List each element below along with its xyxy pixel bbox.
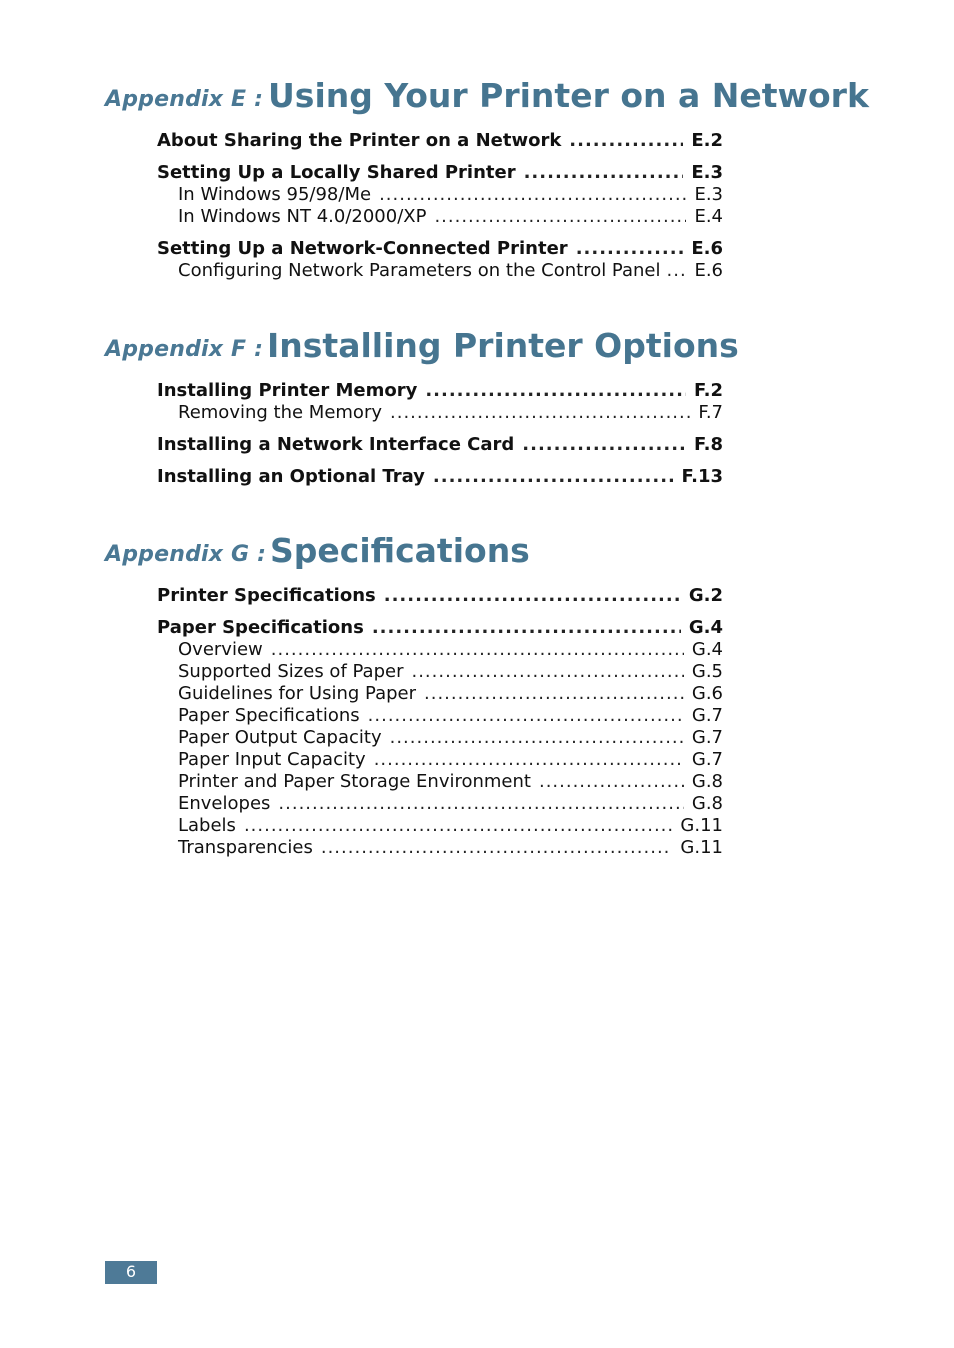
toc-group <box>157 466 723 488</box>
toc-entry[interactable] <box>157 585 723 607</box>
toc-group <box>157 162 723 228</box>
toc-subentry[interactable] <box>157 749 723 771</box>
toc-page-number: F.13 <box>681 466 723 487</box>
toc-subentry[interactable] <box>157 260 723 282</box>
toc-entry-label: Printer Specifications <box>157 585 376 606</box>
appendix-label: Appendix E : <box>105 87 264 112</box>
toc-page-number: F.2 <box>693 380 723 401</box>
toc-subentry-label: Labels <box>178 815 236 836</box>
toc-page-number: G.6 <box>691 683 723 704</box>
toc-subentry-label: Removing the Memory <box>178 402 382 423</box>
toc-entry[interactable] <box>157 434 723 456</box>
dot-leader <box>424 683 684 704</box>
dot-leader <box>390 402 690 423</box>
appendix-title: Specifications <box>270 531 530 570</box>
toc-page-number: G.11 <box>680 837 723 858</box>
toc-subentry-label: Paper Input Capacity <box>178 749 366 770</box>
toc-page-number: G.4 <box>688 617 723 638</box>
dot-leader <box>522 434 686 455</box>
dot-leader <box>539 771 684 792</box>
toc-entries-appendix-f <box>157 380 723 498</box>
toc-page-number: G.5 <box>691 661 723 682</box>
toc-entry[interactable] <box>157 162 723 184</box>
dot-leader <box>569 130 683 151</box>
appendix-heading <box>105 72 869 115</box>
toc-subentry-label: In Windows 95/98/Me <box>178 184 372 205</box>
toc-entry-label: Setting Up a Locally Shared Printer <box>157 162 516 183</box>
dot-leader <box>321 837 673 858</box>
toc-subentry-label: Paper Specifications <box>178 705 360 726</box>
appendix-label: Appendix G : <box>105 542 267 567</box>
toc-subentry-label: In Windows NT 4.0/2000/XP <box>178 206 427 227</box>
toc-page-number: E.3 <box>691 162 723 183</box>
toc-subentry[interactable] <box>157 815 723 837</box>
toc-subentry[interactable] <box>157 683 723 705</box>
toc-entry[interactable] <box>157 380 723 402</box>
toc-page-number: E.6 <box>691 238 723 259</box>
toc-subentry[interactable] <box>157 705 723 727</box>
toc-page-number: G.4 <box>691 639 723 660</box>
appendix-heading <box>105 527 830 570</box>
toc-page-number: G.8 <box>691 793 723 814</box>
toc-page-number: E.4 <box>694 206 723 227</box>
dot-leader <box>433 466 674 487</box>
toc-subentry[interactable] <box>157 184 723 206</box>
dot-leader <box>667 260 689 281</box>
toc-page-number: E.3 <box>694 184 723 205</box>
toc-group <box>157 130 723 152</box>
toc-subentry-label: Transparencies <box>178 837 313 858</box>
toc-group <box>157 380 723 424</box>
dot-leader <box>390 727 684 748</box>
toc-entries-appendix-g <box>157 585 723 869</box>
dot-leader <box>384 585 681 606</box>
dot-leader <box>271 639 684 660</box>
toc-subentry-label: Paper Output Capacity <box>178 727 382 748</box>
toc-group <box>157 434 723 456</box>
toc-subentry-label: Supported Sizes of Paper <box>178 661 404 682</box>
toc-page-number: G.2 <box>688 585 723 606</box>
dot-leader <box>372 617 681 638</box>
toc-subentry-label: Overview <box>178 639 263 660</box>
appendix-label: Appendix F : <box>105 337 264 362</box>
toc-subentry[interactable] <box>157 837 723 859</box>
dot-leader <box>374 749 684 770</box>
dot-leader <box>244 815 672 836</box>
toc-entry[interactable] <box>157 130 723 152</box>
toc-page-number: E.2 <box>691 130 723 151</box>
toc-subentry[interactable] <box>157 727 723 749</box>
appendix-e-section <box>105 72 869 115</box>
toc-page-number: G.7 <box>691 749 723 770</box>
appendix-title: Using Your Printer on a Network <box>268 76 869 115</box>
appendix-title: Installing Printer Options <box>267 326 739 365</box>
dot-leader <box>524 162 684 183</box>
toc-page-number: F.7 <box>698 402 723 423</box>
toc-page-number: G.7 <box>691 727 723 748</box>
dot-leader <box>379 184 686 205</box>
toc-subentry[interactable] <box>157 402 723 424</box>
toc-entry-label: Installing an Optional Tray <box>157 466 425 487</box>
toc-group <box>157 585 723 607</box>
toc-entry-label: Installing a Network Interface Card <box>157 434 515 455</box>
toc-page-number: G.7 <box>691 705 723 726</box>
toc-subentry[interactable] <box>157 661 723 683</box>
appendix-f-section <box>105 322 830 365</box>
appendix-heading <box>105 322 830 365</box>
toc-entry-label: Paper Specifications <box>157 617 364 638</box>
toc-group <box>157 238 723 282</box>
dot-leader <box>278 793 683 814</box>
toc-subentry-label: Envelopes <box>178 793 271 814</box>
dot-leader <box>411 661 683 682</box>
toc-entry-label: Installing Printer Memory <box>157 380 418 401</box>
toc-page-number: F.8 <box>693 434 723 455</box>
toc-group <box>157 617 723 859</box>
dot-leader <box>576 238 684 259</box>
appendix-g-section <box>105 527 830 570</box>
toc-subentry[interactable] <box>157 206 723 228</box>
toc-entry[interactable] <box>157 466 723 488</box>
toc-subentry-label: Guidelines for Using Paper <box>178 683 416 704</box>
toc-entry[interactable] <box>157 238 723 260</box>
toc-entry-label: Setting Up a Network-Connected Printer <box>157 238 568 259</box>
toc-entries-appendix-e <box>157 130 723 292</box>
toc-entry-label: About Sharing the Printer on a Network <box>157 130 562 151</box>
toc-subentry-label: Printer and Paper Storage Environment <box>178 771 531 792</box>
dot-leader <box>368 705 684 726</box>
toc-entry[interactable] <box>157 617 723 639</box>
page-number-badge: 6 <box>105 1261 157 1284</box>
toc-page-number: E.6 <box>694 260 723 281</box>
toc-subentry[interactable] <box>157 639 723 661</box>
toc-subentry[interactable] <box>157 793 723 815</box>
toc-subentry-label: Configuring Network Parameters on the Control Panel <box>178 260 661 281</box>
toc-page-number: G.8 <box>691 771 723 792</box>
dot-leader <box>425 380 686 401</box>
toc-page-number: G.11 <box>680 815 723 836</box>
dot-leader <box>434 206 686 227</box>
toc-subentry[interactable] <box>157 771 723 793</box>
